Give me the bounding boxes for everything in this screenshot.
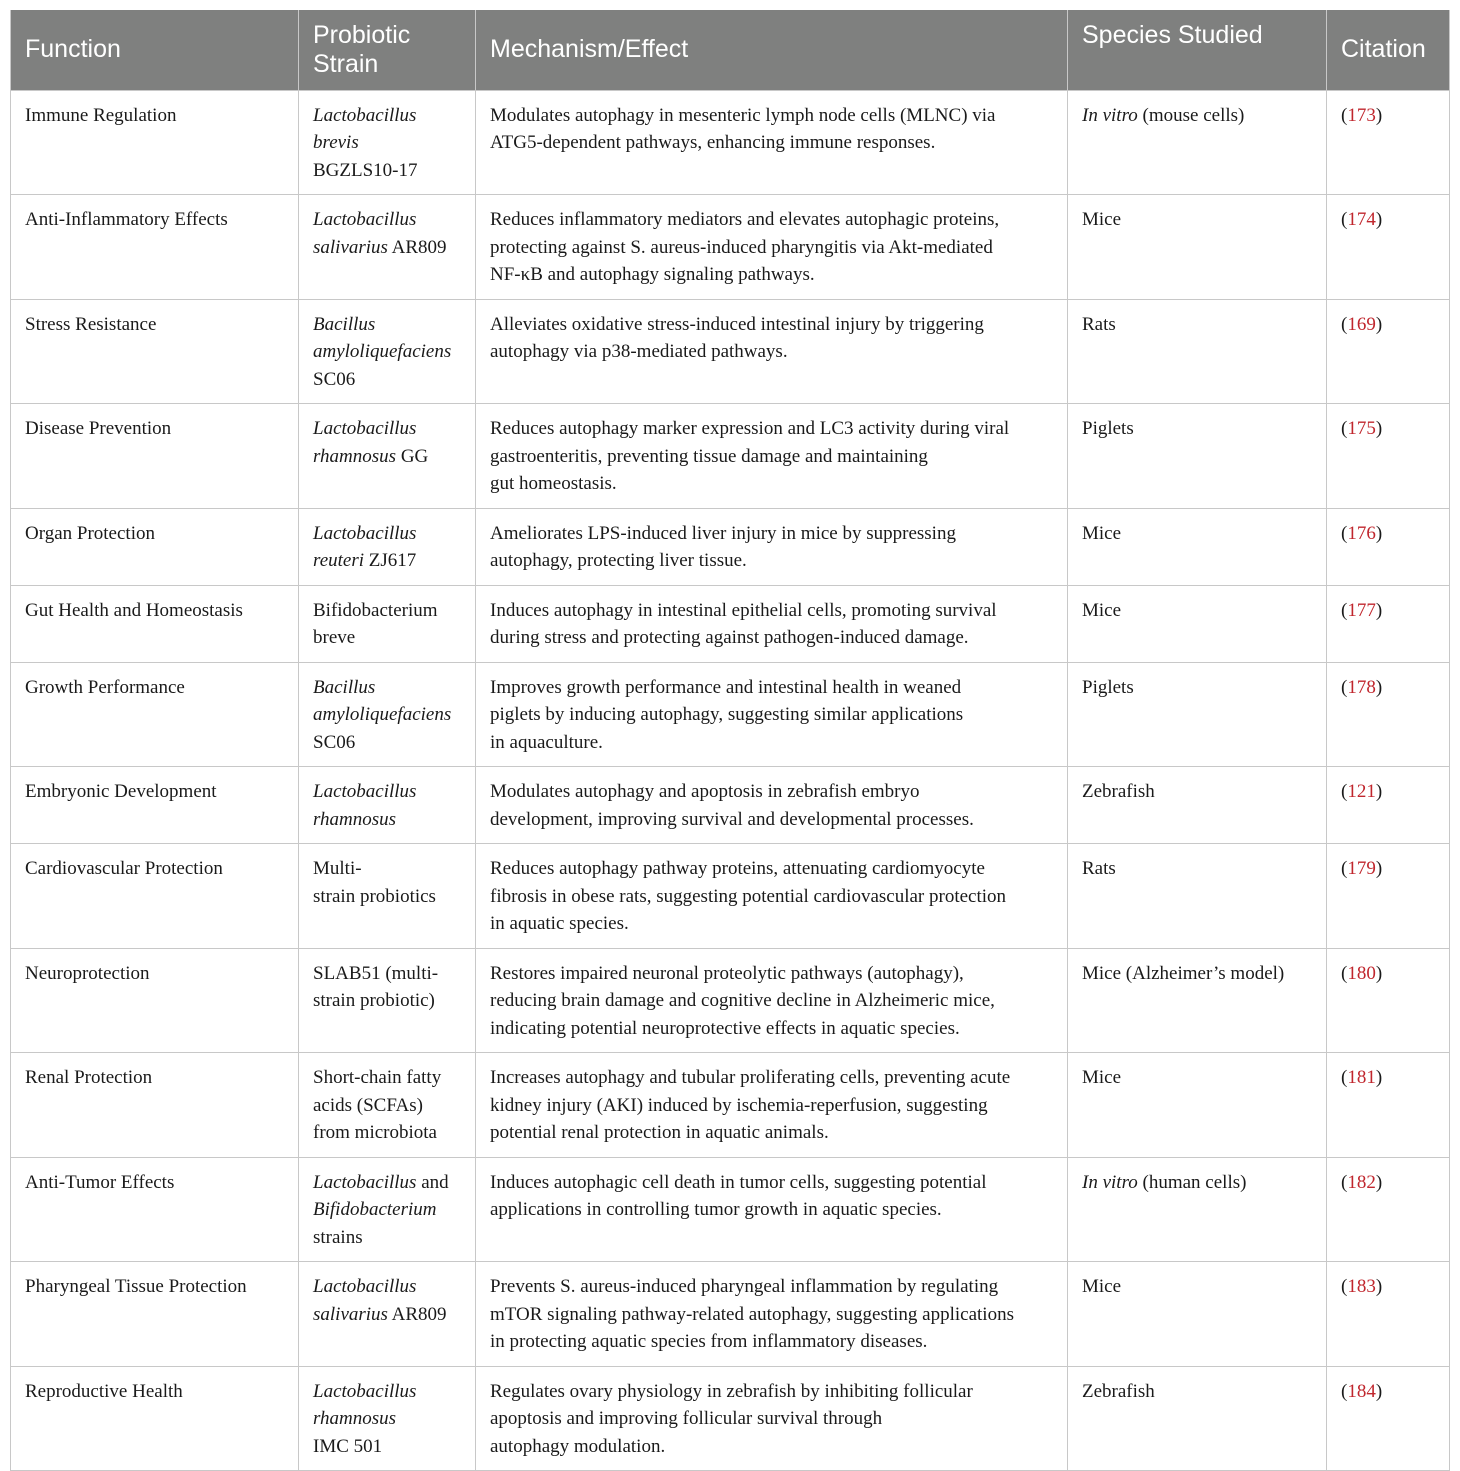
table-row: [11, 662, 1450, 767]
citation-paren-open: (: [1341, 781, 1348, 802]
cell-strain: [299, 1157, 476, 1262]
cell-species: [1068, 404, 1327, 509]
header-mechanism-label: Mechanism/Effect: [490, 35, 689, 63]
header-strain-line2: Strain: [313, 50, 379, 78]
cell-species: [1068, 508, 1327, 585]
cell-function: Stress Resistance: [11, 299, 299, 404]
citation-paren-close: ): [1375, 858, 1383, 879]
table-row: [11, 1366, 1450, 1471]
species-text: Zebrafish: [1082, 1380, 1155, 1402]
citation-paren-close: ): [1375, 962, 1383, 984]
citation-paren-open: (: [1341, 599, 1348, 621]
mechanism-line: Restores impaired neuronal proteolytic pathways (autophagy),: [490, 962, 964, 984]
strain-text: rhamnosus: [313, 808, 397, 830]
cell-function: Growth Performance: [11, 662, 299, 767]
species-text: Mice (Alzheimer’s model): [1082, 962, 1285, 984]
citation-paren-close: ): [1375, 781, 1383, 802]
cell-strain: [299, 299, 476, 404]
mechanism-line: Regulates ovary physiology in zebrafish by inhibiting follicular: [490, 1380, 973, 1402]
strain-text: breve: [313, 627, 356, 648]
mechanism-line: development, improving survival and developmental processes.: [490, 808, 974, 830]
table-row: [11, 299, 1450, 404]
citation-paren-open: (: [1341, 1380, 1348, 1402]
mechanism-line: Increases autophagy and tubular proliferating cells, preventing acute: [490, 1067, 1011, 1088]
header-strain: [299, 10, 476, 90]
header-strain-label: [313, 10, 461, 79]
strain-text: AR809: [387, 1303, 447, 1325]
cell-strain: [299, 1366, 476, 1471]
mechanism-line: in aquaculture.: [490, 731, 603, 753]
citation-paren-open: (: [1341, 104, 1348, 126]
mechanism-line: Improves growth performance and intestinal health in weaned: [490, 676, 962, 698]
cell-function: Disease Prevention: [11, 404, 299, 509]
citation-link[interactable]: 178: [1347, 676, 1376, 698]
cell-species: [1068, 299, 1327, 404]
table-body: [11, 90, 1450, 1471]
strain-text: acids (SCFAs): [313, 1094, 423, 1116]
cell-species: [1068, 90, 1327, 195]
mechanism-line: indicating potential neuroprotective effects in aquatic species.: [490, 1017, 960, 1039]
species-text: Zebrafish: [1082, 781, 1155, 802]
header-mechanism: [476, 10, 1068, 90]
cell-strain: [299, 948, 476, 1053]
strain-text: Multi-: [313, 858, 362, 879]
table-row: [11, 195, 1450, 300]
cell-strain: [299, 1053, 476, 1158]
strain-text: GG: [396, 445, 429, 467]
citation-paren-open: (: [1341, 1276, 1348, 1297]
table-row: [11, 508, 1450, 585]
mechanism-line: piglets by inducing autophagy, suggesting similar applications: [490, 704, 964, 725]
cell-function: Cardiovascular Protection: [11, 844, 299, 949]
cell-citation: [1327, 767, 1450, 844]
cell-strain: [299, 767, 476, 844]
species-text: Mice: [1082, 1276, 1122, 1297]
citation-paren-open: (: [1341, 962, 1348, 984]
citation-paren-open: (: [1341, 858, 1348, 879]
mechanism-line: protecting against S. aureus-induced pharyngitis via Akt-mediated: [490, 236, 993, 258]
strain-text: amyloliquefaciens: [313, 341, 452, 362]
mechanism-line: during stress and protecting against pathogen-induced damage.: [490, 627, 969, 648]
cell-species: [1068, 1262, 1327, 1367]
species-text: (mouse cells): [1137, 104, 1245, 126]
cell-function: Neuroprotection: [11, 948, 299, 1053]
mechanism-line: apoptosis and improving follicular survival through: [490, 1408, 883, 1429]
mechanism-line: autophagy modulation.: [490, 1435, 666, 1457]
citation-paren-open: (: [1341, 1067, 1348, 1088]
citation-paren-close: ): [1375, 104, 1383, 126]
species-text: Piglets: [1082, 418, 1134, 439]
mechanism-line: Alleviates oxidative stress-induced intestinal injury by triggering: [490, 313, 984, 335]
strain-text: and: [416, 1171, 449, 1193]
cell-strain: [299, 1262, 476, 1367]
citation-paren-open: (: [1341, 418, 1348, 439]
cell-species: [1068, 585, 1327, 662]
mechanism-line: NF-κB and autophagy signaling pathways.: [490, 264, 815, 285]
citation-link[interactable]: 180: [1347, 962, 1376, 984]
strain-text: Lactobacillus: [313, 418, 417, 439]
table-row: [11, 1053, 1450, 1158]
cell-function: Immune Regulation: [11, 90, 299, 195]
strain-text: Lactobacillus: [313, 1276, 417, 1297]
mechanism-line: gut homeostasis.: [490, 473, 617, 494]
citation-link[interactable]: 184: [1347, 1380, 1376, 1402]
cell-mechanism: [476, 404, 1068, 509]
species-text: Mice: [1082, 209, 1122, 230]
header-species: [1068, 10, 1327, 90]
strain-text: ZJ617: [364, 550, 417, 571]
citation-link[interactable]: 179: [1347, 858, 1376, 879]
mechanism-line: Prevents S. aureus-induced pharyngeal inflammation by regulating: [490, 1276, 999, 1297]
cell-mechanism: [476, 508, 1068, 585]
species-text: Mice: [1082, 599, 1122, 621]
cell-species: [1068, 948, 1327, 1053]
table-row: [11, 844, 1450, 949]
mechanism-line: applications in controlling tumor growth in aquatic species.: [490, 1199, 942, 1220]
cell-mechanism: [476, 1262, 1068, 1367]
cell-function: Embryonic Development: [11, 767, 299, 844]
table-container: [10, 10, 1449, 1471]
strain-text: Bacillus: [313, 676, 376, 698]
cell-citation: [1327, 404, 1450, 509]
header-strain-line1: Probiotic: [313, 21, 411, 49]
species-text: In vitro: [1082, 104, 1138, 126]
cell-mechanism: [476, 767, 1068, 844]
species-text: (human cells): [1137, 1171, 1247, 1193]
strain-text: BGZLS10-17: [313, 159, 418, 181]
citation-link[interactable]: 183: [1347, 1276, 1376, 1297]
mechanism-line: kidney injury (AKI) induced by ischemia-reperfusion, suggesting: [490, 1094, 988, 1116]
citation-paren-close: ): [1375, 1067, 1383, 1088]
strain-text: strains: [313, 1226, 363, 1248]
table-row: [11, 404, 1450, 509]
mechanism-line: gastroenteritis, preventing tissue damage and maintaining: [490, 445, 928, 467]
citation-link[interactable]: 173: [1347, 104, 1376, 126]
mechanism-line: Modulates autophagy and apoptosis in zebrafish embryo: [490, 781, 920, 802]
mechanism-line: Modulates autophagy in mesenteric lymph node cells (MLNC) via: [490, 104, 996, 126]
mechanism-line: ATG5-dependent pathways, enhancing immune responses.: [490, 132, 936, 153]
header-species-label: Species Studied: [1082, 21, 1263, 49]
cell-mechanism: [476, 1366, 1068, 1471]
cell-species: [1068, 1157, 1327, 1262]
cell-function: Anti-Tumor Effects: [11, 1157, 299, 1262]
strain-text: Short-chain fatty: [313, 1067, 442, 1088]
table-row: [11, 1262, 1450, 1367]
citation-link[interactable]: 177: [1347, 599, 1376, 621]
cell-species: [1068, 1053, 1327, 1158]
citation-paren-open: (: [1341, 209, 1348, 230]
table-row: [11, 1157, 1450, 1262]
citation-link[interactable]: 176: [1347, 522, 1376, 544]
cell-species: [1068, 1366, 1327, 1471]
mechanism-line: Induces autophagy in intestinal epithelial cells, promoting survival: [490, 599, 997, 621]
cell-citation: [1327, 585, 1450, 662]
citation-paren-close: ): [1375, 209, 1383, 230]
strain-text: from microbiota: [313, 1122, 437, 1143]
strain-text: Lactobacillus: [313, 1171, 417, 1193]
citation-link[interactable]: 174: [1347, 209, 1376, 230]
citation-paren-close: ): [1375, 599, 1383, 621]
strain-text: AR809: [387, 236, 447, 258]
cell-strain: [299, 195, 476, 300]
citation-paren-close: ): [1375, 313, 1383, 335]
cell-citation: [1327, 1157, 1450, 1262]
citation-paren-close: ): [1375, 1276, 1383, 1297]
citation-link[interactable]: 169: [1347, 313, 1376, 335]
table-header: [11, 10, 1450, 90]
cell-function: Anti-Inflammatory Effects: [11, 195, 299, 300]
cell-species: [1068, 662, 1327, 767]
strain-text: amyloliquefaciens: [313, 704, 452, 725]
mechanism-line: in protecting aquatic species from inflammatory diseases.: [490, 1331, 928, 1352]
mechanism-line: Ameliorates LPS-induced liver injury in mice by suppressing: [490, 522, 956, 544]
cell-strain: [299, 844, 476, 949]
cell-mechanism: [476, 844, 1068, 949]
strain-text: rhamnosus: [313, 445, 397, 467]
cell-citation: [1327, 195, 1450, 300]
mechanism-line: mTOR signaling pathway-related autophagy, suggesting applications: [490, 1303, 1014, 1325]
strain-text: rhamnosus: [313, 1408, 397, 1429]
strain-text: SC06: [313, 731, 356, 753]
cell-function: Organ Protection: [11, 508, 299, 585]
strain-text: Lactobacillus: [313, 209, 417, 230]
header-function: [11, 10, 299, 90]
mechanism-line: Reduces autophagy marker expression and LC3 activity during viral: [490, 418, 1010, 439]
mechanism-line: reducing brain damage and cognitive decline in Alzheimeric mice,: [490, 990, 995, 1011]
mechanism-line: autophagy, protecting liver tissue.: [490, 550, 747, 571]
table-row: [11, 90, 1450, 195]
cell-mechanism: [476, 299, 1068, 404]
strain-text: salivarius: [313, 1303, 388, 1325]
strain-text: Lactobacillus: [313, 104, 417, 126]
cell-citation: [1327, 844, 1450, 949]
mechanism-line: in aquatic species.: [490, 913, 629, 934]
cell-mechanism: [476, 1157, 1068, 1262]
strain-text: SC06: [313, 368, 356, 390]
mechanism-line: potential renal protection in aquatic animals.: [490, 1122, 829, 1143]
species-text: In vitro: [1082, 1171, 1138, 1193]
citation-link[interactable]: 121: [1347, 781, 1376, 802]
strain-text: Bifidobacterium: [313, 599, 438, 621]
citation-paren-open: (: [1341, 313, 1348, 335]
probiotic-autophagy-table: [10, 10, 1450, 1471]
strain-text: Lactobacillus: [313, 1380, 417, 1402]
header-function-label: Function: [25, 35, 121, 63]
strain-text: strain probiotic): [313, 990, 435, 1011]
citation-paren-close: ): [1375, 1171, 1383, 1193]
strain-text: Lactobacillus: [313, 781, 417, 802]
citation-paren-open: (: [1341, 522, 1348, 544]
cell-mechanism: [476, 662, 1068, 767]
cell-species: [1068, 195, 1327, 300]
cell-mechanism: [476, 90, 1068, 195]
header-citation-label: Citation: [1341, 35, 1426, 63]
cell-citation: [1327, 299, 1450, 404]
strain-text: IMC 501: [313, 1435, 383, 1457]
strain-text: Lactobacillus: [313, 522, 417, 544]
citation-paren-open: (: [1341, 676, 1348, 698]
strain-text: brevis: [313, 132, 359, 153]
table-row: [11, 585, 1450, 662]
citation-paren-close: ): [1375, 676, 1383, 698]
strain-text: Bifidobacterium: [313, 1199, 437, 1220]
species-text: Piglets: [1082, 676, 1134, 698]
cell-citation: [1327, 1366, 1450, 1471]
cell-citation: [1327, 948, 1450, 1053]
cell-function: Gut Health and Homeostasis: [11, 585, 299, 662]
species-text: Rats: [1082, 858, 1116, 879]
mechanism-line: autophagy via p38-mediated pathways.: [490, 341, 788, 362]
citation-link[interactable]: 181: [1347, 1067, 1376, 1088]
mechanism-line: fibrosis in obese rats, suggesting potential cardiovascular protection: [490, 885, 1007, 907]
table-row: [11, 767, 1450, 844]
cell-citation: [1327, 508, 1450, 585]
cell-function: Reproductive Health: [11, 1366, 299, 1471]
cell-strain: [299, 508, 476, 585]
cell-strain: [299, 585, 476, 662]
header-row: [11, 10, 1450, 90]
cell-citation: [1327, 90, 1450, 195]
citation-link[interactable]: 182: [1347, 1171, 1376, 1193]
cell-mechanism: [476, 195, 1068, 300]
mechanism-line: Reduces inflammatory mediators and elevates autophagic proteins,: [490, 209, 1000, 230]
cell-mechanism: [476, 948, 1068, 1053]
strain-text: Bacillus: [313, 313, 376, 335]
citation-paren-open: (: [1341, 1171, 1348, 1193]
mechanism-line: Reduces autophagy pathway proteins, attenuating cardiomyocyte: [490, 858, 985, 879]
strain-text: reuteri: [313, 550, 365, 571]
species-text: Rats: [1082, 313, 1116, 335]
cell-citation: [1327, 1053, 1450, 1158]
cell-citation: [1327, 1262, 1450, 1367]
cell-species: [1068, 767, 1327, 844]
cell-strain: [299, 90, 476, 195]
strain-text: salivarius: [313, 236, 388, 258]
species-text: Mice: [1082, 522, 1122, 544]
header-citation: [1327, 10, 1450, 90]
citation-paren-close: ): [1375, 418, 1383, 439]
cell-species: [1068, 844, 1327, 949]
cell-mechanism: [476, 585, 1068, 662]
strain-text: SLAB51 (multi-: [313, 962, 439, 984]
citation-link[interactable]: 175: [1347, 418, 1376, 439]
cell-citation: [1327, 662, 1450, 767]
citation-paren-close: ): [1375, 522, 1383, 544]
cell-function: Renal Protection: [11, 1053, 299, 1158]
citation-paren-close: ): [1375, 1380, 1383, 1402]
species-text: Mice: [1082, 1067, 1122, 1088]
cell-strain: [299, 662, 476, 767]
cell-mechanism: [476, 1053, 1068, 1158]
strain-text: strain probiotics: [313, 885, 436, 907]
cell-strain: [299, 404, 476, 509]
cell-function: Pharyngeal Tissue Protection: [11, 1262, 299, 1367]
mechanism-line: Induces autophagic cell death in tumor cells, suggesting potential: [490, 1171, 987, 1193]
table-row: [11, 948, 1450, 1053]
